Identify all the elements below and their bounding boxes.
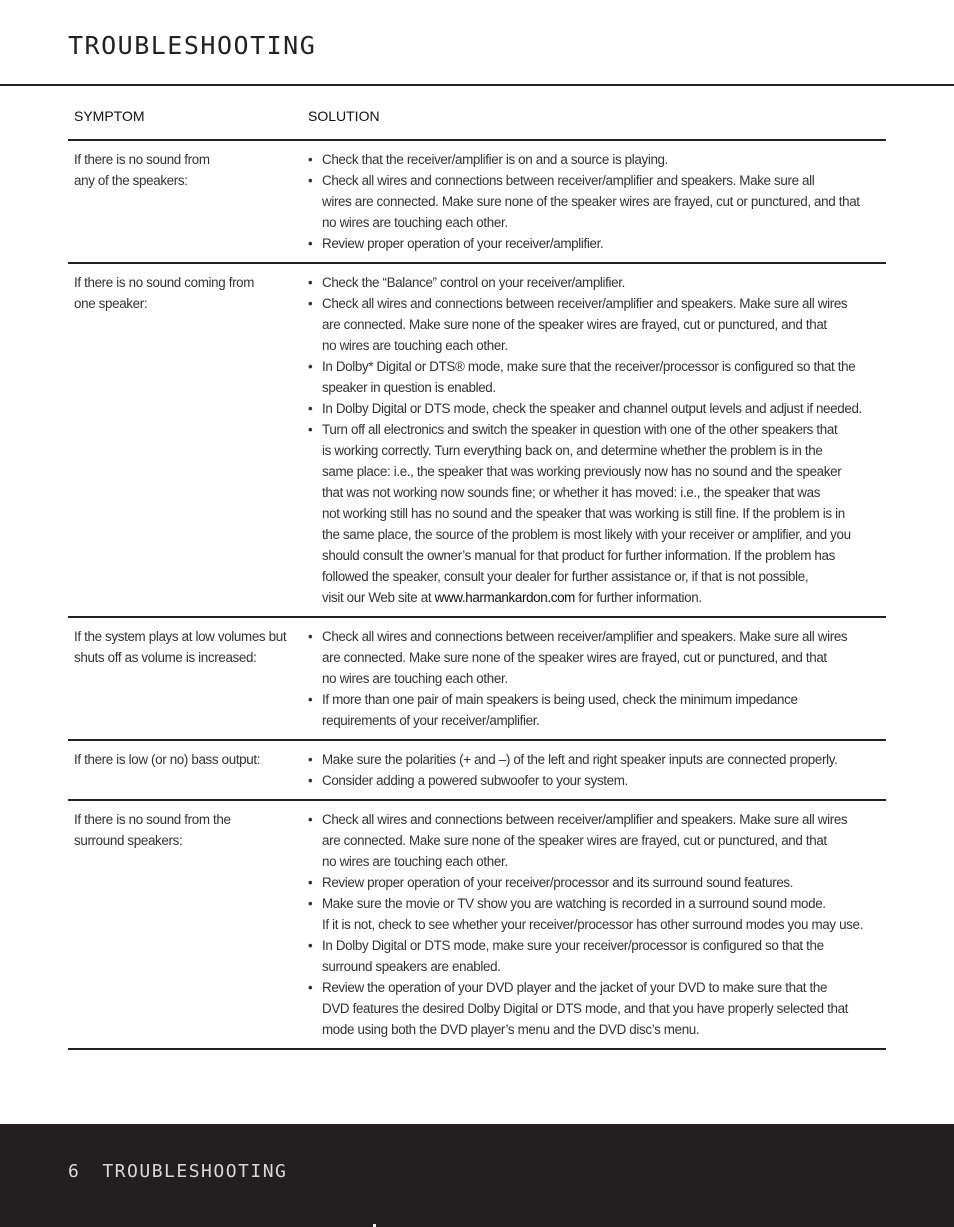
- bullet-icon: •: [308, 980, 313, 995]
- troubleshooting-table: [68, 108, 886, 1050]
- solution-list: [308, 149, 886, 254]
- solution-text: In Dolby Digital or DTS mode, make sure your receiver/processor is configured so that the surround speakers are enabled.: [322, 938, 824, 974]
- solution-text: Check the “Balance” control on your receiver/amplifier.: [322, 275, 626, 290]
- solution-cell: [308, 749, 886, 791]
- solution-cell: [308, 149, 886, 254]
- solution-item: [308, 170, 886, 233]
- footer-section-title: TROUBLESHOOTING: [102, 1161, 288, 1182]
- website-link[interactable]: www.harmankardon.com: [434, 590, 575, 605]
- solution-text: In Dolby* Digital or DTS® mode, make sure that the receiver/processor is configured so that the speaker in question is enabled.: [322, 359, 856, 395]
- bullet-icon: •: [308, 752, 313, 767]
- solution-item: [308, 689, 886, 731]
- solution-item: [308, 398, 886, 419]
- bullet-icon: •: [308, 896, 313, 911]
- bullet-icon: •: [308, 236, 313, 251]
- solution-cell: [308, 809, 886, 1040]
- bullet-icon: •: [308, 812, 313, 827]
- table-body: [68, 141, 886, 1050]
- solution-item: [308, 893, 886, 935]
- symptom-column-header: SYMPTOM: [74, 108, 145, 124]
- solution-item: [308, 233, 886, 254]
- solution-item: [308, 872, 886, 893]
- solution-text: Review proper operation of your receiver/amplifier.: [322, 236, 604, 251]
- solution-item: [308, 935, 886, 977]
- bullet-icon: •: [308, 875, 313, 890]
- solution-text: Check all wires and connections between receiver/amplifier and speakers. Make sure all wires are connected. Make sure none of the speaker wires are frayed, cut or punctured, and that no wires are touching each other.: [322, 173, 860, 230]
- solution-list: [308, 749, 886, 791]
- symptom-cell: If there is no sound from any of the speakers:: [74, 152, 210, 188]
- solution-item: [308, 977, 886, 1040]
- symptom-cell: If the system plays at low volumes but shuts off as volume is increased:: [74, 629, 287, 665]
- table-row: [68, 618, 886, 741]
- table-header-row: [68, 108, 886, 141]
- solution-text: Check all wires and connections between receiver/amplifier and speakers. Make sure all wires are connected. Make sure none of the speaker wires are frayed, cut or punctured, and that no wires are touching each other.: [322, 812, 848, 869]
- bullet-icon: •: [308, 173, 313, 188]
- bullet-icon: •: [308, 359, 313, 374]
- solution-text: Make sure the polarities (+ and –) of the left and right speaker inputs are connected properly.: [322, 752, 838, 767]
- bullet-icon: •: [308, 275, 313, 290]
- solution-cell: [308, 626, 886, 731]
- solution-item: [308, 356, 886, 398]
- solution-text: Check all wires and connections between receiver/amplifier and speakers. Make sure all wires are connected. Make sure none of the speaker wires are frayed, cut or punctured, and that no wires are touching each other.: [322, 296, 848, 353]
- table-row: [68, 264, 886, 618]
- table-row: [68, 741, 886, 801]
- solution-text: for further information.: [574, 590, 702, 605]
- table-row: [68, 141, 886, 264]
- solution-column-header: SOLUTION: [308, 108, 380, 124]
- footer-label: [68, 1161, 287, 1182]
- solution-list: [308, 809, 886, 1040]
- solution-text: Check all wires and connections between receiver/amplifier and speakers. Make sure all wires are connected. Make sure none of the speaker wires are frayed, cut or punctured, and that no wires are touching each other.: [322, 629, 848, 686]
- page-header: [0, 0, 954, 86]
- symptom-cell: If there is no sound coming from one speaker:: [74, 275, 255, 311]
- symptom-cell: If there is no sound from the surround speakers:: [74, 812, 231, 848]
- bullet-icon: •: [308, 422, 313, 437]
- bullet-icon: •: [308, 938, 313, 953]
- solution-text: Consider adding a powered subwoofer to your system.: [322, 773, 628, 788]
- solution-list: [308, 272, 886, 608]
- solution-item: [308, 809, 886, 872]
- solution-text: Check that the receiver/amplifier is on and a source is playing.: [322, 152, 669, 167]
- table-row: [68, 801, 886, 1050]
- bullet-icon: •: [308, 152, 313, 167]
- solution-item: [308, 770, 886, 791]
- solution-text: In Dolby Digital or DTS mode, check the speaker and channel output levels and adjust if needed.: [322, 401, 862, 416]
- solution-text: Make sure the movie or TV show you are watching is recorded in a surround sound mode. If it is not, check to see whether your receiver/processor has other surround modes you may use.: [322, 896, 863, 932]
- solution-item: [308, 293, 886, 356]
- page-title: TROUBLESHOOTING: [68, 31, 317, 60]
- solution-text: If more than one pair of main speakers is being used, check the minimum impedance requirements of your receiver/amplifier.: [322, 692, 798, 728]
- bullet-icon: •: [308, 629, 313, 644]
- bullet-icon: •: [308, 773, 313, 788]
- solution-item: [308, 626, 886, 689]
- solution-cell: [308, 272, 886, 608]
- solution-item: [308, 749, 886, 770]
- page-number: 6: [68, 1161, 81, 1182]
- bullet-icon: •: [308, 401, 313, 416]
- solution-item: [308, 149, 886, 170]
- solution-text: visit our Web site at: [322, 590, 435, 605]
- solution-text: Turn off all electronics and switch the speaker in question with one of the other speakers that is working correctly. Turn everything back on, and determine whether the problem is in the same place: i.e., the speaker that was working previously now has no sound and the speaker that was not working now sounds fine; or whether it has moved: i.e., the speaker that was not working still has no sound and the speaker that was working is still fine. If the problem is in the same place, the source of the problem is most likely with your receiver or amplifier, and you should consult the owner’s manual for that product for further information. If the problem has followed the speaker, consult your dealer for further assistance or, if that is not possible,: [322, 422, 851, 584]
- solution-text: Review the operation of your DVD player and the jacket of your DVD to make sure that the DVD features the desired Dolby Digital or DTS mode, and that you have properly selected that mode using both the DVD player’s menu and the DVD disc’s menu.: [322, 980, 849, 1037]
- solution-item: [308, 419, 886, 608]
- bullet-icon: •: [308, 692, 313, 707]
- solution-text: Review proper operation of your receiver/processor and its surround sound features.: [322, 875, 794, 890]
- solution-list: [308, 626, 886, 731]
- bullet-icon: •: [308, 296, 313, 311]
- solution-item: [308, 272, 886, 293]
- symptom-cell: If there is low (or no) bass output:: [74, 752, 261, 767]
- page-footer: [0, 1124, 954, 1227]
